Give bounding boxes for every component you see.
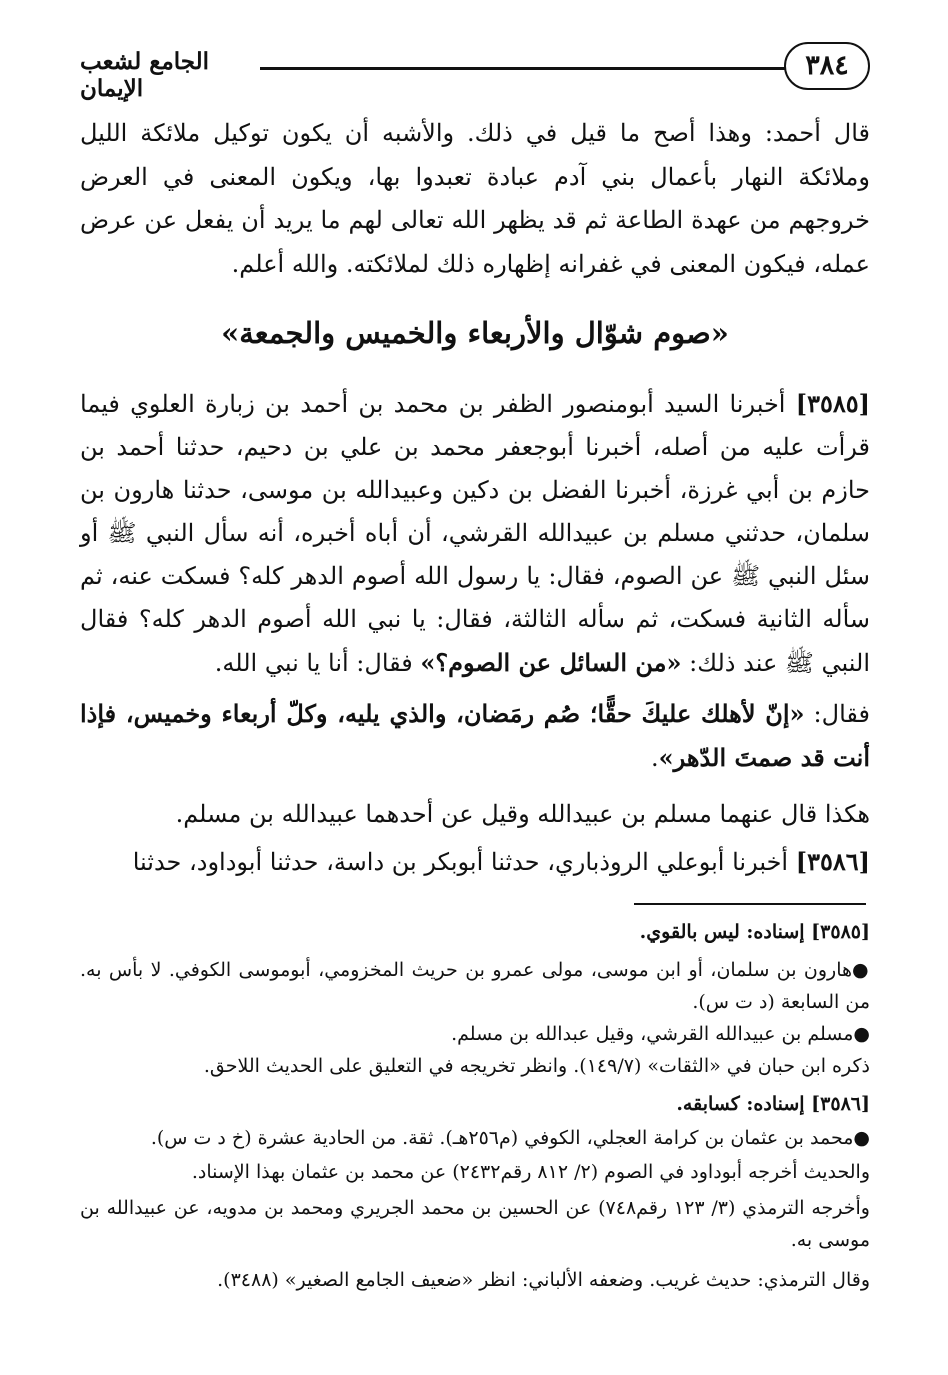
prophet-answer-quote: «إنّ لأهلك عليكَ حقًّا؛ صُم رمَضان، والذي يليه، وكلّ أربعاء وخميس، فإذا أنت قد صمتَ الدّهر» xyxy=(80,699,870,772)
footnote-text: هارون بن سلمان، أو ابن موسى، مولى عمرو بن حريث المخزومي، أبوموسى الكوفي. لا بأس به. من السابعة (د ت س). xyxy=(80,959,870,1013)
footnote-item: والحديث أخرجه أبوداود في الصوم (٢/ ٨١٢ رقم٢٤٣٢) عن محمد بن عثمان بهذا الإسناد. xyxy=(191,1161,870,1183)
hadith-3586-text: أخبرنا أبوعلي الروذباري، حدثنا أبوبكر بن داسة، حدثنا أبوداود، حدثنا xyxy=(132,848,789,876)
footnote-item xyxy=(80,954,882,1018)
footnote-3585-label: [٣٥٨٥] إسناده: ليس بالقوي. xyxy=(639,921,870,943)
answer-end: . xyxy=(651,744,659,772)
hadith-3586 xyxy=(80,842,870,882)
answer-lead: فقال: xyxy=(813,700,870,728)
footnote-separator xyxy=(634,903,866,905)
footnote-3586-label: [٣٥٨٦] إسناده: كسابقه. xyxy=(676,1093,870,1115)
hadith-3585-text: أخبرنا السيد أبومنصور الظفر بن محمد بن أحمد بن زبارة العلوي فيما قرأت عليه من أصله، أخبرنا أبوجعفر محمد بن علي بن دحيم، حدثنا أحمد بن حازم بن أبي غرزة، أخبرنا الفضل بن دكين وعبيدالله بن موسى، حدثنا هارون بن سلمان، حدثني مسلم بن عبيدالله القرشي، أن أباه أخبره، أنه سأل النبي ﷺ أو سئل النبي ﷺ عن الصوم، فقال: يا رسول الله أصوم الدهر كله؟ فسكت عنه، ثم سأله الثانية فسكت، ثم سأله الثالثة، فقال: يا نبي الله أصوم الدهر كله؟ فقال النبي ﷺ عند ذلك: xyxy=(80,390,870,677)
hadith-3585 xyxy=(80,382,870,685)
footnote-text: مسلم بن عبيدالله القرشي، وقيل عبدالله بن مسلم. xyxy=(451,1023,854,1045)
running-title: الجامع لشعب الإيمان xyxy=(80,48,210,102)
bullet-icon: ● xyxy=(852,959,870,981)
bullet-icon: ● xyxy=(853,1127,870,1149)
narrator-note-paragraph: هكذا قال عنهما مسلم بن عبيدالله وقيل عن أحدهما عبيدالله بن مسلم. xyxy=(175,800,870,828)
bullet-icon: ● xyxy=(853,1023,870,1045)
footnote-item xyxy=(80,1122,882,1154)
footnote-item: وقال الترمذي: حديث غريب. وضعفه الألباني: انظر «ضعيف الجامع الصغير» (٣٤٨٨). xyxy=(217,1269,870,1291)
section-title: «صوم شوّال والأربعاء والخميس والجمعة» xyxy=(221,316,729,350)
footnote-item: ذكره ابن حبان في «الثقات» (١٤٩/٧). وانظر تخريجه في التعليق على الحديث اللاحق. xyxy=(203,1055,870,1077)
hadith-number-3586: [٣٥٨٦] xyxy=(795,847,870,876)
hadith-3585-quote: «من السائل عن الصوم؟» xyxy=(420,648,682,677)
hadith-3585-reply: فقال: أنا يا نبي الله. xyxy=(214,649,413,677)
paragraph-ahmad-comment: قال أحمد: وهذا أصح ما قيل في ذلك. والأشبه أن يكون توكيل ملائكة الليل وملائكة النهار بأعمال بني آدم عبادة تعبدوا بها، ويكون المعنى في العرض خروجهم من عهدة الطاعة ثم قد يظهر الله تعالى لهم ما يريد أن يفعل عن عرض عمله، فيكون المعنى في غفرانه إظهاره ذلك لملائكته. والله أعلم. xyxy=(80,119,870,278)
header-rule xyxy=(260,67,786,70)
prophet-answer-paragraph xyxy=(80,692,910,780)
page-number: ٣٨٤ xyxy=(784,42,870,90)
hadith-number-3585: [٣٥٨٥] xyxy=(795,389,870,418)
footnote-item: وأخرجه الترمذي (٣/ ١٢٣ رقم٧٤٨) عن الحسين بن محمد الجريري ومحمد بن مدويه، عن عبيدالله بن موسى به. xyxy=(80,1197,870,1251)
footnote-item xyxy=(80,1018,882,1050)
footnote-text: محمد بن عثمان بن كرامة العجلي، الكوفي (م٢٥٦هـ). ثقة. من الحادية عشرة (خ د ت س). xyxy=(150,1127,854,1149)
page-header xyxy=(80,36,870,102)
